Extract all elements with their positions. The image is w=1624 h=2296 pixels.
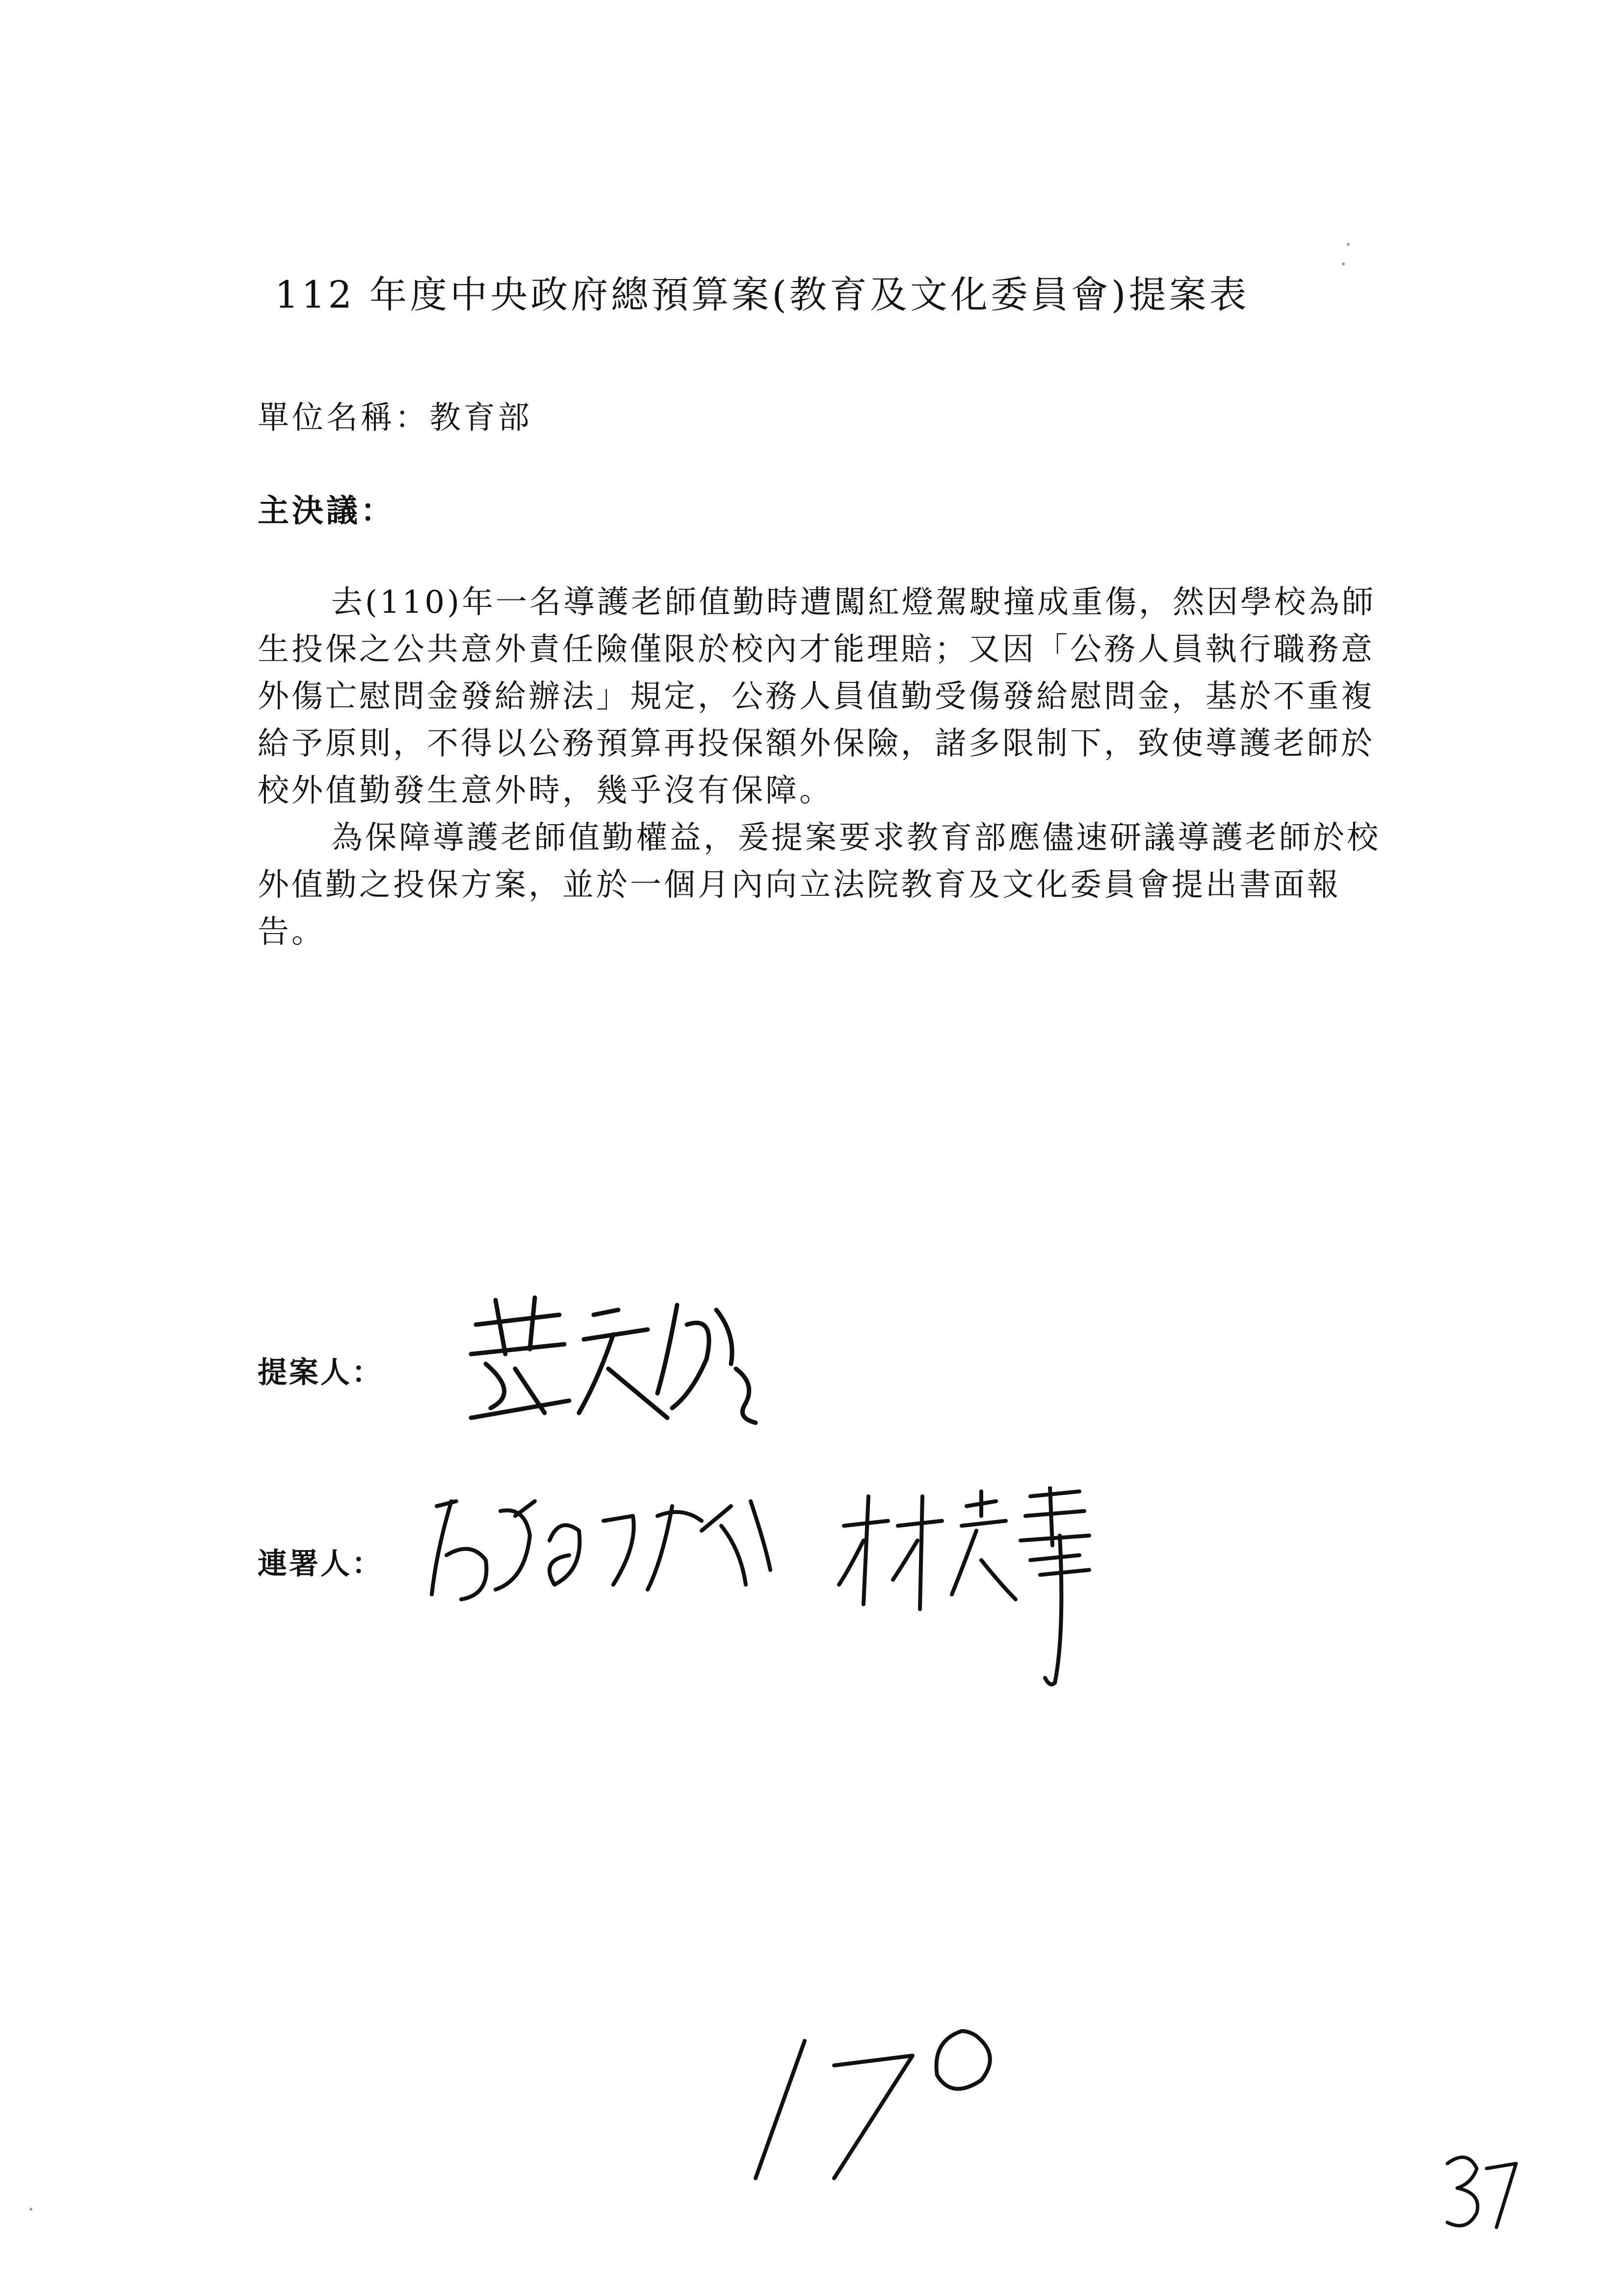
resolution-paragraph-2: 為保障導護老師值勤權益，爰提案要求教育部應儘速研議導護老師於校外值勤之投保方案，並於一個月內向立法院教育及文化委員會提出書面報告。 <box>258 820 1381 950</box>
scan-speck <box>1347 243 1350 246</box>
proposer-signature <box>461 1295 775 1433</box>
resolution-body <box>258 579 1401 956</box>
cosigner-label: 連署人： <box>258 1547 383 1581</box>
proposer-label: 提案人： <box>258 1356 383 1390</box>
resolution-heading: 主決議： <box>258 493 395 529</box>
scan-speck <box>1342 262 1345 265</box>
page-number-annotation <box>1442 2149 1521 2232</box>
unit-name: 單位名稱：教育部 <box>258 400 532 436</box>
scan-speck <box>29 2208 32 2211</box>
resolution-paragraph-1: 去(110)年一名導護老師值勤時遭闖紅燈駕駛撞成重傷，然因學校為師生投保之公共意外責任險僅限於校內才能理賠；又因「公務人員執行職務意外傷亡慰問金發給辦法」規定，公務人員值勤受傷發給慰問金，基於不重複給予原則，不得以公務預算再投保額外保險，諸多限制下，致使導護老師於校外值勤發生意外時，幾乎沒有保障。 <box>258 584 1376 809</box>
handwritten-number-annotation <box>746 2021 1001 2183</box>
cosigner-signature-1 <box>427 1487 780 1619</box>
cosigner-signature-2 <box>834 1487 1109 1693</box>
document-title: 112 年度中央政府總預算案(教育及文化委員會)提案表 <box>275 273 1250 316</box>
